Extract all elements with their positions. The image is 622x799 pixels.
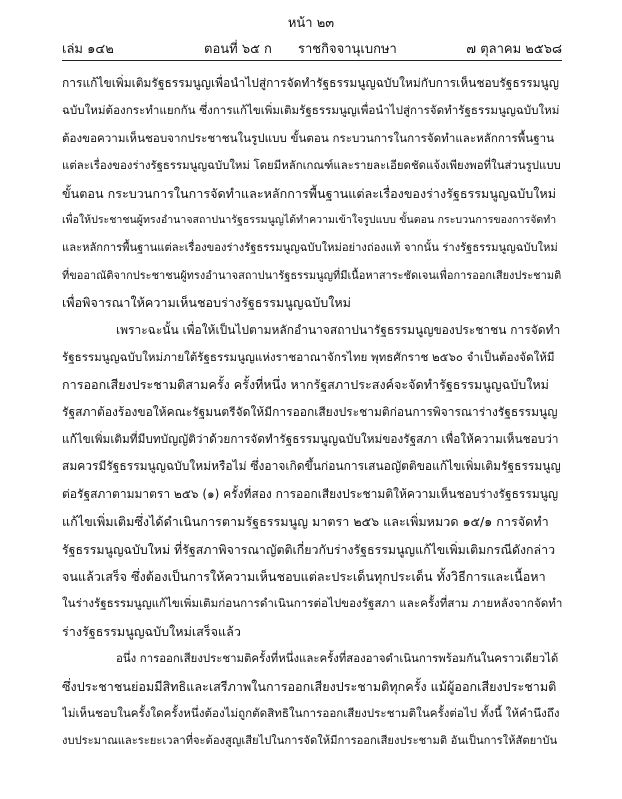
header-rule bbox=[62, 60, 562, 61]
text-line: และหลักการพื้นฐานแต่ละเรื่องของร่างรัฐธรรมนูญฉบับใหม่อย่างถ่องแท้ จากนั้น ร่างรัฐธรรมนูญฉบับใหม่ bbox=[62, 241, 558, 255]
text-line: แต่ละเรื่องของร่างรัฐธรรมนูญฉบับใหม่ โดยมีหลักเกณฑ์และรายละเอียดชัดแจ้งเพียงพอที่ในส่วนรูปแบบ bbox=[62, 158, 561, 173]
text-line: จนแล้วเสร็จ ซึ่งต้องเป็นการให้ความเห็นชอบแต่ละประเด็นทุกประเด็น ทั้งวิธีการและเนื้อหา bbox=[62, 569, 546, 585]
document-body bbox=[62, 70, 562, 755]
text-line: ขั้นตอน กระบวนการในการจัดทำและหลักการพื้นฐานแต่ละเรื่องของร่างรัฐธรรมนูญฉบับใหม่ bbox=[62, 185, 557, 201]
text-line: รัฐธรรมนูญฉบับใหม่ภายใต้รัฐธรรมนูญแห่งราชอาณาจักรไทย พุทธศักราช ๒๕๖๐ จำเป็นต้องจัดให้มี bbox=[62, 349, 555, 364]
text-line: ร่างรัฐธรรมนูญฉบับใหม่เสร็จแล้ว bbox=[62, 623, 241, 639]
text-line: แก้ไขเพิ่มเติมซึ่งได้ดำเนินการตามรัฐธรรมนูญ มาตรา ๒๕๖ และเพิ่มหมวด ๑๕/๑ การจัดทำ bbox=[62, 514, 549, 530]
text-line: เพื่อให้ประชาชนผู้ทรงอำนาจสถาปนารัฐธรรมนูญได้ทำความเข้าใจรูปแบบ ขั้นตอน กระบวนการของการจัดทำ bbox=[62, 213, 557, 226]
text-line: แก้ไขเพิ่มเติมที่มีบทบัญญัติว่าด้วยการจัดทำรัฐธรรมนูญฉบับใหม่ของรัฐสภา เพื่อให้ความเห็นชอบว่า bbox=[62, 432, 559, 447]
text-line: ที่ขออาณัติจากประชาชนผู้ทรงอำนาจสถาปนารัฐธรรมนูญที่มีเนื้อหาสาระชัดเจนเพื่อการออกเสียงประชามติ bbox=[62, 268, 562, 282]
page-number: หน้า ๒๓ bbox=[287, 16, 335, 31]
text-line: ในร่างรัฐธรรมนูญแก้ไขเพิ่มเติมก่อนการดำเนินการต่อไปของรัฐสภา และครั้งที่สาม ภายหลังจากจัดทำ bbox=[62, 596, 562, 611]
paragraph-first-line: อนึ่ง การออกเสียงประชามติครั้งที่หนึ่งและครั้งที่สองอาจดำเนินการพร้อมกันในคราวเดียวได้ bbox=[116, 651, 559, 666]
text-line: ฉบับใหม่ต้องกระทำแยกกัน ซึ่งการแก้ไขเพิ่มเติมรัฐธรรมนูญเพื่อนำไปสู่การจัดทำรัฐธรรมนูญฉบับใหม่ bbox=[62, 103, 560, 118]
publication-date: ๗ ตุลาคม ๒๕๖๘ bbox=[466, 42, 562, 57]
text-line: การแก้ไขเพิ่มเติมรัฐธรรมนูญเพื่อนำไปสู่การจัดทำรัฐธรรมนูญฉบับใหม่กับการเห็นชอบรัฐธรรมนูญ bbox=[62, 76, 559, 90]
text-line: รัฐสภาต้องร้องขอให้คณะรัฐมนตรีจัดให้มีการออกเสียงประชามติก่อนการพิจารณาร่างรัฐธรรมนูญ bbox=[62, 404, 558, 419]
book-number: เล่ม ๑๔๒ bbox=[62, 42, 114, 57]
text-line: ไม่เห็นชอบในครั้งใดครั้งหนึ่งต้องไม่ถูกตัดสิทธิในการออกเสียงประชามติในครั้งต่อไป ทั้งนี้ ให้คำนึงถึง bbox=[62, 705, 560, 720]
text-line: ต้องขอความเห็นชอบจากประชาชนในรูปแบบ ขั้นตอน กระบวนการในการจัดทำและหลักการพื้นฐาน bbox=[62, 130, 555, 145]
text-line: เพื่อพิจารณาให้ความเห็นชอบร่างรัฐธรรมนูญฉบับใหม่ bbox=[62, 295, 351, 311]
text-line: ซึ่งประชาชนย่อมมีสิทธิและเสรีภาพในการออกเสียงประชามติทุกครั้ง แม้ผู้ออกเสียงประชามติ bbox=[62, 678, 557, 694]
text-line: การออกเสียงประชามติสามครั้ง ครั้งที่หนึ่ง หากรัฐสภาประสงค์จะจัดทำรัฐธรรมนูญฉบับใหม่ bbox=[62, 377, 549, 393]
text-line: งบประมาณและระยะเวลาที่จะต้องสูญเสียไปในการจัดให้มีการออกเสียงประชามติ อันเป็นการให้สัตยาบัน bbox=[62, 734, 558, 748]
gazette-name: ราชกิจจานุเบกษา bbox=[298, 42, 397, 57]
text-line: ต่อรัฐสภาตามมาตรา ๒๕๖ (๑) ครั้งที่สอง การออกเสียงประชามติให้ความเห็นชอบร่างรัฐธรรมนูญ bbox=[62, 486, 559, 501]
paragraph-first-line: เพราะฉะนั้น เพื่อให้เป็นไปตามหลักอำนาจสถาปนารัฐธรรมนูญของประชาชน การจัดทำ bbox=[116, 322, 561, 337]
text-line: สมควรมีรัฐธรรมนูญฉบับใหม่หรือไม่ ซึ่งอาจเกิดขึ้นก่อนการเสนอญัตติขอแก้ไขเพิ่มเติมรัฐธรรมนูญ bbox=[62, 459, 561, 474]
section-number: ตอนที่ ๖๕ ก bbox=[204, 42, 272, 57]
running-header bbox=[62, 38, 562, 56]
text-line: รัฐธรรมนูญฉบับใหม่ ที่รัฐสภาพิจารณาญัตติเกี่ยวกับร่างรัฐธรรมนูญแก้ไขเพิ่มเติมกรณีดังกล่าว bbox=[62, 541, 556, 557]
